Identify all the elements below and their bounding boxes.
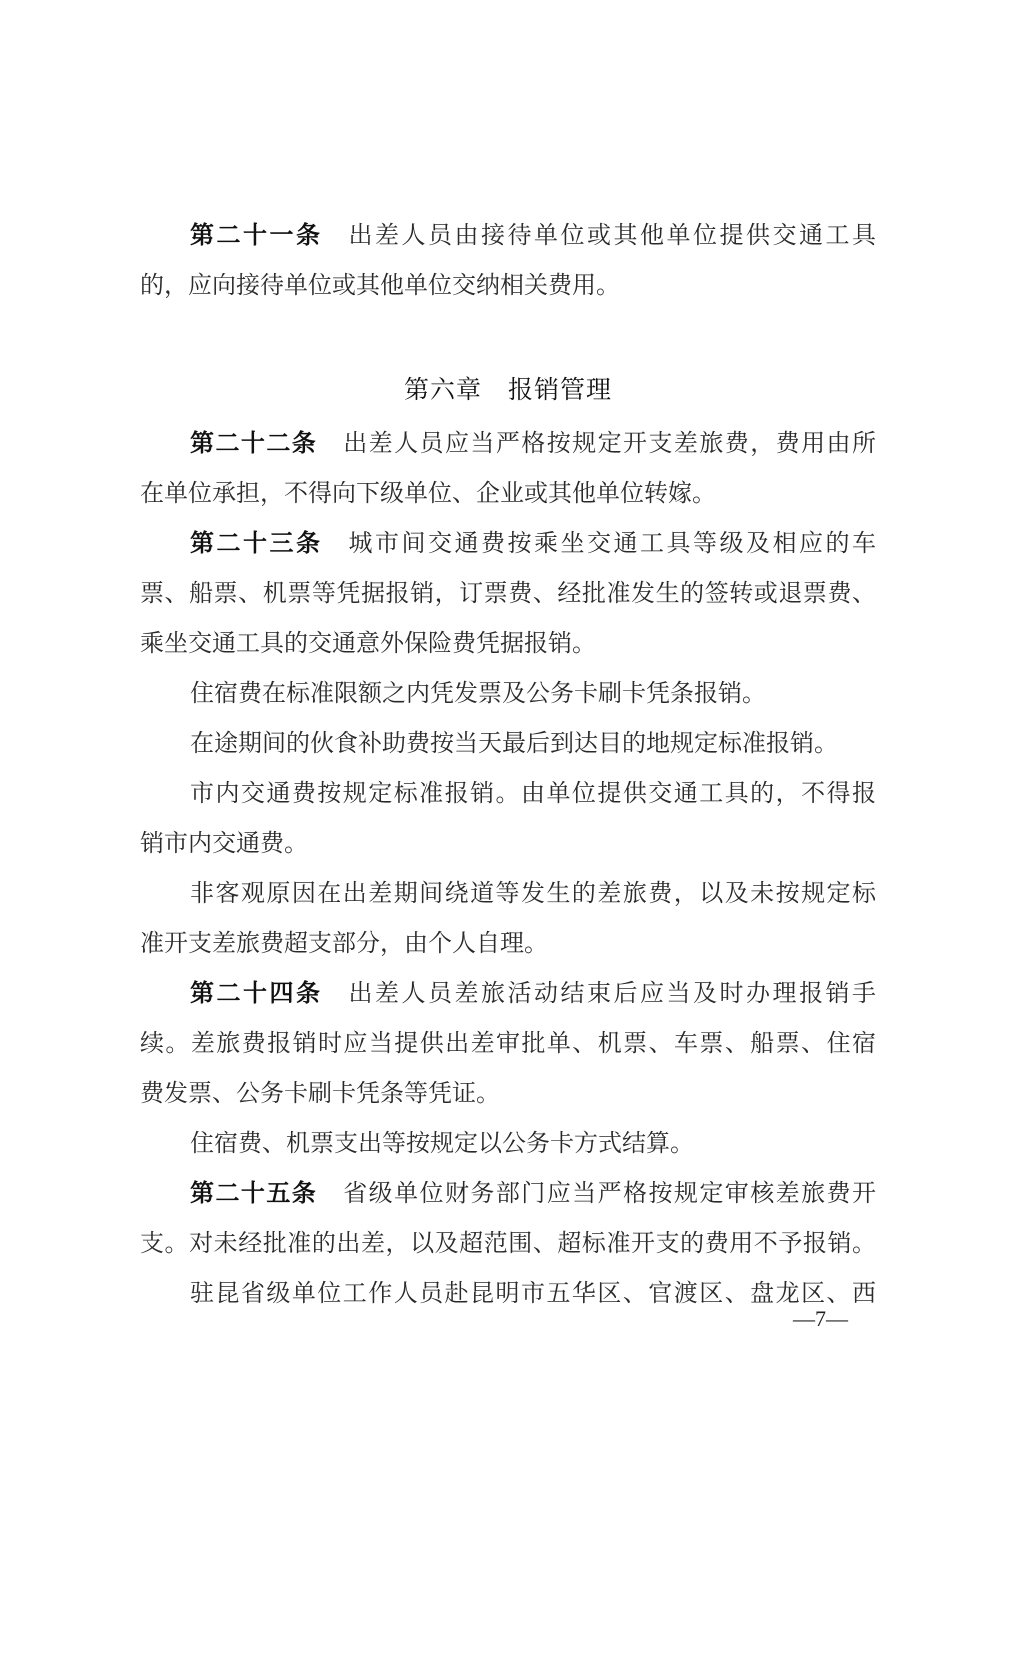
article-25-line-1 (140, 1168, 876, 1218)
article-23-line-1 (140, 518, 876, 568)
article-23-para-5-line-2: 准开支差旅费超支部分，由个人自理。 (140, 929, 548, 957)
article-21-text-1: 出差人员由接待单位或其他单位提供交通工具 (348, 221, 876, 249)
article-25-para-2: 驻昆省级单位工作人员赴昆明市五华区、官渡区、盘龙区、西 (190, 1279, 876, 1307)
article-23-para-4-line-1: 市内交通费按规定标准报销。由单位提供交通工具的，不得报 (190, 779, 876, 807)
article-24-line-1 (140, 968, 876, 1018)
chapter-number: 第六章 (403, 375, 482, 404)
article-23-para-4-line-2: 销市内交通费。 (140, 829, 308, 857)
article-24-line-3: 费发票、公务卡刷卡凭条等凭证。 (140, 1079, 500, 1107)
article-25-line-2: 支。对未经批准的出差，以及超范围、超标准开支的费用不予报销。 (140, 1229, 876, 1257)
page-number: —7— (793, 1306, 848, 1331)
article-23-line-2: 票、船票、机票等凭据报销，订票费、经批准发生的签转或退票费、 (140, 579, 876, 607)
article-21-line-1 (140, 210, 876, 260)
article-22-line-2: 在单位承担，不得向下级单位、企业或其他单位转嫁。 (140, 479, 716, 507)
article-25-number: 第二十五条 (190, 1178, 318, 1207)
article-22-number: 第二十二条 (190, 428, 318, 457)
article-23-number: 第二十三条 (190, 528, 323, 557)
article-25-text-1: 省级单位财务部门应当严格按规定审核差旅费开 (343, 1179, 877, 1207)
article-21-line-2: 的，应向接待单位或其他单位交纳相关费用。 (140, 271, 620, 299)
article-24-line-2: 续。差旅费报销时应当提供出差审批单、机票、车票、船票、住宿 (140, 1029, 876, 1057)
article-24-text-1: 出差人员差旅活动结束后应当及时办理报销手 (348, 979, 876, 1007)
section-gap (140, 310, 876, 362)
article-23-para-5-line-1: 非客观原因在出差期间绕道等发生的差旅费，以及未按规定标 (190, 879, 876, 907)
article-22-text-1: 出差人员应当严格按规定开支差旅费，费用由所 (343, 429, 877, 457)
article-23-text-1: 城市间交通费按乘坐交通工具等级及相应的车 (348, 529, 876, 557)
article-24-number: 第二十四条 (190, 978, 323, 1007)
chapter-title: 报销管理 (508, 375, 613, 404)
article-22-line-1 (140, 418, 876, 468)
article-24-para-2: 住宿费、机票支出等按规定以公务卡方式结算。 (190, 1129, 694, 1157)
article-23-line-3: 乘坐交通工具的交通意外保险费凭据报销。 (140, 629, 596, 657)
chapter-heading (140, 362, 876, 418)
article-23-para-3: 在途期间的伙食补助费按当天最后到达目的地规定标准报销。 (190, 729, 838, 757)
article-23-para-2: 住宿费在标准限额之内凭发票及公务卡刷卡凭条报销。 (190, 679, 766, 707)
article-21-number: 第二十一条 (190, 220, 323, 249)
page-content (140, 210, 876, 1318)
